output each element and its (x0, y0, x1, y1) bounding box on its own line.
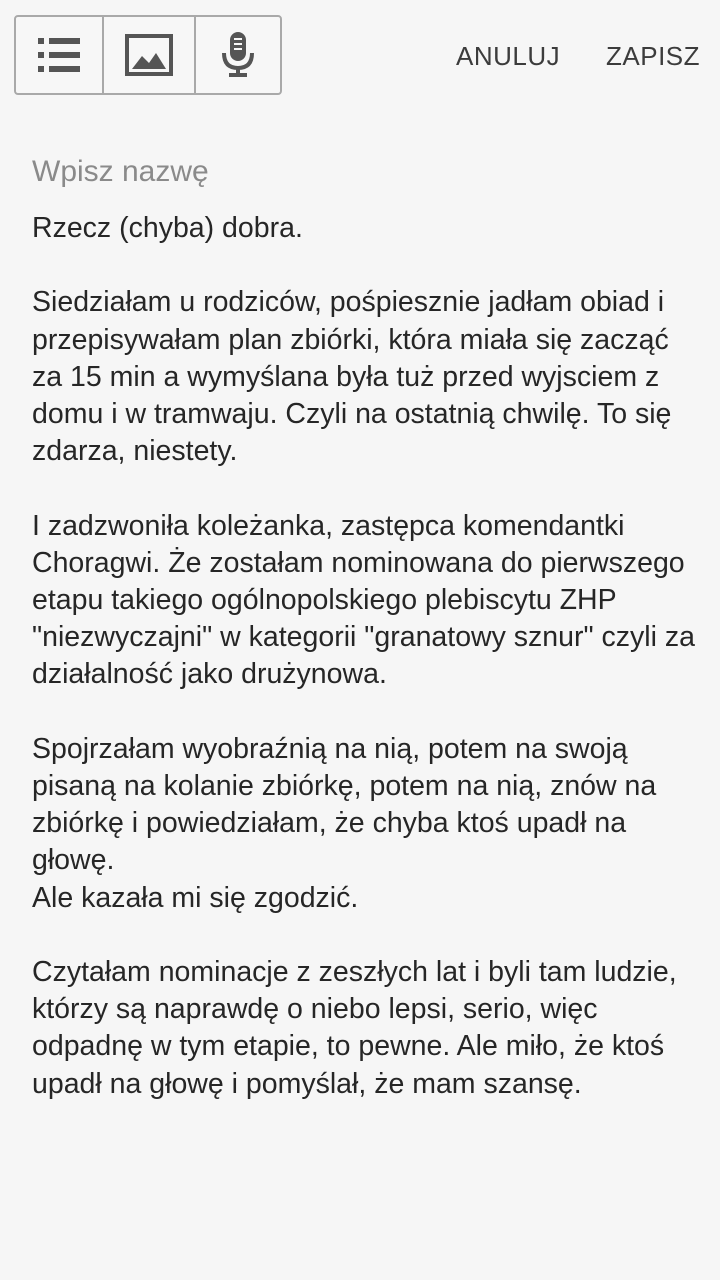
note-paragraph: Spojrzałam wyobraźnią na nią, potem na swoją pisaną na kolanie zbiórkę, potem na nią, znów na zbiórkę i powiedziałam, że chyba ktoś upadł na głowę. Ale kazała mi się zgodzić. (32, 732, 657, 914)
note-paragraph: Rzecz (chyba) dobra. (32, 212, 303, 244)
voice-record-button[interactable] (196, 17, 280, 93)
list-icon (36, 35, 82, 75)
microphone-icon (221, 31, 255, 79)
note-paragraph: Siedziałam u rodziców, pośpiesznie jadłam obiad i przepisywałam plan zbiórki, która miała się zacząć za 15 min a wymyślana była tuż przed wyjsciem z domu i w tramwaju. Czyli na ostatnią chwilę. To się zdarza, niestety. (32, 286, 672, 468)
image-icon (125, 34, 173, 76)
list-button[interactable] (16, 17, 104, 93)
note-paragraph: Czytałam nominacje z zeszłych lat i byli tam ludzie, którzy są naprawdę o niebo lepsi, serio, więc odpadnę w tym etapie, to pewne. Ale miło, że ktoś upadł na głowę i pomyślał, że mam szansę. (32, 956, 677, 1100)
title-input[interactable] (32, 150, 682, 194)
note-paragraph: I zadzwoniła koleżanka, zastępca komendantki Choragwi. Że zostałam nominowana do pierwszego etapu takiego ogólnopolskiego plebiscytu ZHP "niezwyczajni" w kategorii "granatowy sznur" czyli za działalność jako drużynowa. (32, 509, 695, 691)
insert-image-button[interactable] (104, 17, 196, 93)
insert-toolbar (14, 15, 282, 95)
cancel-button[interactable]: ANULUJ (456, 41, 561, 71)
save-button[interactable]: ZAPISZ (606, 41, 701, 71)
note-body-editor[interactable] (32, 210, 700, 1210)
